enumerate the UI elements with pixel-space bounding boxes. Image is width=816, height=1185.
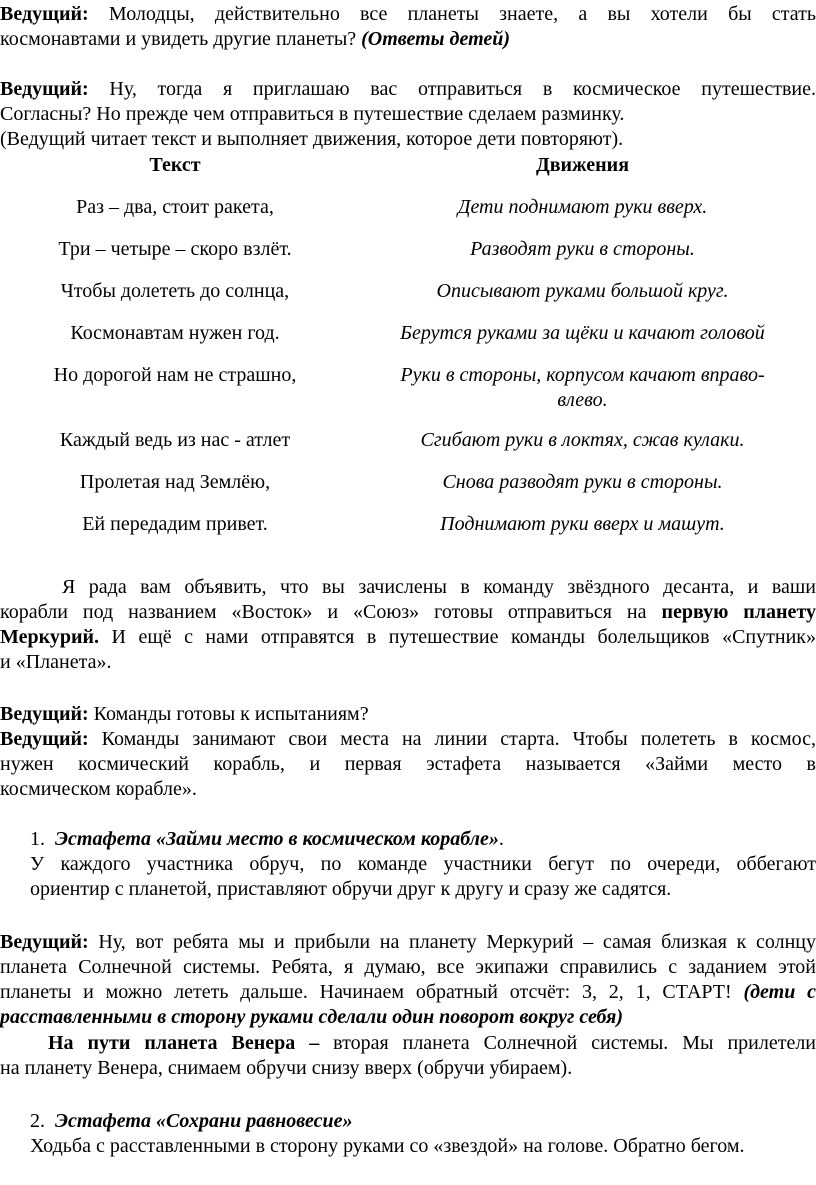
relay-1-title: 1. Эстафета «Займи место в космическом корабле». <box>30 828 504 850</box>
mercury-line-1: Ведущий: Ну, вот ребята мы и прибыли на планету Меркурий – самая близкая к солнцу <box>0 931 816 953</box>
announce-line-2: корабли под названием «Восток» и «Союз» готовы отправиться на первую планету <box>0 601 816 623</box>
invite-paragraph <box>0 77 816 152</box>
row-text: Ей передадим привет. <box>82 513 268 535</box>
row-move: Дети поднимают руки вверх. <box>457 196 708 218</box>
invite-line-2: Согласны? Но прежде чем отправиться в путешествие сделаем разминку. <box>0 103 625 125</box>
intro-line-2: космонавтами и увидеть другие планеты? (Ответы детей) <box>0 28 511 50</box>
announce-line-3: Меркурий. И ещё с нами отправятся в путешествие команды болельщиков «Спутник» <box>0 626 816 648</box>
row-move: Описывают руками большой круг. <box>436 280 729 302</box>
venus-paragraph <box>0 1031 816 1081</box>
start-line-1: Ведущий: Команды занимают свои места на линии старта. Чтобы полететь в космос, <box>0 728 816 750</box>
row-text: Пролетая над Землёю, <box>79 471 271 493</box>
mercury-line-4: расставленными в сторону руками сделали один поворот вокруг себя) <box>0 1006 623 1028</box>
speaker-label: Ведущий: <box>0 78 89 100</box>
announce-line-4: и «Планета». <box>0 651 112 673</box>
header-moves: Движения <box>535 154 630 176</box>
relay-1-line-2: ориентир с планетой, приставляют обручи друг к другу и сразу же садятся. <box>30 878 672 900</box>
row-move: Снова разводят руки в стороны. <box>442 471 723 493</box>
row-move: Берутся руками за щёки и качают головой <box>400 322 765 344</box>
ready-paragraph: Ведущий: Команды готовы к испытаниям? <box>0 703 369 725</box>
intro-line-1: Ведущий: Молодцы, действительно все планеты знаете, а вы хотели бы стать <box>0 3 816 25</box>
row-move: Поднимают руки вверх и машут. <box>440 513 725 535</box>
relay-2 <box>0 1109 816 1159</box>
row-text: Каждый ведь из нас - атлет <box>59 429 291 451</box>
speaker-label: Ведущий: <box>0 703 89 725</box>
speaker-label: Ведущий: <box>0 728 89 750</box>
invite-line-1: Ведущий: Ну, тогда я приглашаю вас отправиться в космическое путешествие. <box>0 78 816 100</box>
start-line-3: космическом корабле». <box>0 778 197 800</box>
row-move: Руки в стороны, корпусом качают вправо- влево. <box>400 364 765 411</box>
relay-1-line-1: У каждого участника обруч, по команде участники бегут по очереди, оббегают <box>30 853 816 875</box>
row-text: Космонавтам нужен год. <box>70 322 280 344</box>
announce-line-1: Я рада вам объявить, что вы зачислены в команду звёздного десанта, и ваши <box>62 576 816 598</box>
start-paragraph <box>0 727 816 802</box>
row-text: Раз – два, стоит ракета, <box>76 196 274 218</box>
header-text: Текст <box>149 154 201 176</box>
announce-paragraph <box>0 575 816 675</box>
intro-paragraph <box>0 2 816 52</box>
venus-line-2: на планету Венера, снимаем обручи снизу вверх (обручи убираем). <box>0 1057 573 1079</box>
speaker-label: Ведущий: <box>0 3 89 25</box>
row-text: Но дорогой нам не страшно, <box>53 364 297 386</box>
venus-line-1: На пути планета Венера – вторая планета Солнечной системы. Мы прилетели <box>48 1032 816 1054</box>
row-text: Чтобы долететь до солнца, <box>60 280 290 302</box>
mercury-line-3: планеты и можно лететь дальше. Начинаем обратный отсчёт: 3, 2, 1, СТАРТ! (дети с <box>0 981 816 1003</box>
row-text: Три – четыре – скоро взлёт. <box>58 238 292 260</box>
relay-2-title: 2. Эстафета «Сохрани равновесие» <box>30 1110 353 1132</box>
row-move: Разводят руки в стороны. <box>470 238 695 260</box>
invite-line-3: (Ведущий читает текст и выполняет движения, которое дети повторяют). <box>0 128 624 150</box>
row-move: Сгибают руки в локтях, сжав кулаки. <box>420 429 745 451</box>
mercury-paragraph <box>0 930 816 1030</box>
intro-note: (Ответы детей) <box>361 28 511 50</box>
relay-2-line-1: Ходьба с расставленными в сторону руками со «звездой» на голове. Обратно бегом. <box>30 1135 745 1157</box>
relay-1 <box>0 827 816 902</box>
mercury-line-2: планета Солнечной системы. Ребята, я думаю, все экипажи справились с заданием этой <box>0 956 816 978</box>
speaker-label: Ведущий: <box>0 931 89 953</box>
start-line-2: нужен космический корабль, и первая эстафета называется «Займи место в <box>0 753 816 775</box>
